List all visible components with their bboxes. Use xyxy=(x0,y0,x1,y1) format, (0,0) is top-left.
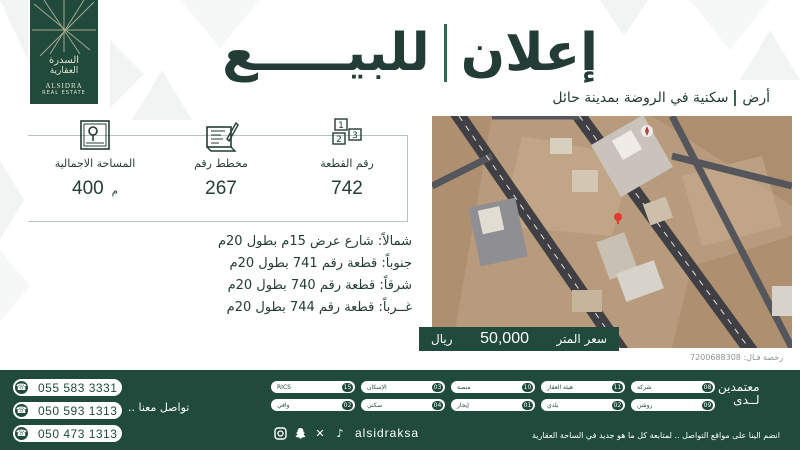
partner-badge xyxy=(271,381,355,393)
area-value: 400 xyxy=(72,178,104,199)
satellite-map-image xyxy=(432,116,792,348)
partner-badge xyxy=(271,399,355,411)
partner-number: 09 xyxy=(703,401,712,409)
phone-number-1: 055 583 3331 xyxy=(38,380,118,395)
x-icon[interactable]: ✕ xyxy=(315,426,325,440)
svg-text:2: 2 xyxy=(336,135,342,145)
logo-arabic-line1: السدرة xyxy=(48,55,80,66)
numbered-blocks-icon xyxy=(329,117,365,153)
title-divider xyxy=(444,24,447,82)
area-unit: م xyxy=(111,186,118,197)
partner-badge xyxy=(361,381,445,393)
scheme-cell xyxy=(158,117,284,200)
price-currency: ريال xyxy=(431,332,453,346)
scheme-value: 267 xyxy=(205,178,237,199)
company-logo xyxy=(30,0,98,104)
phone-button-3[interactable] xyxy=(14,425,122,442)
area-label: المساحة الاجمالية xyxy=(54,157,136,170)
boundary-west: غــرباً: قطعة رقم 744 بطول 20م xyxy=(226,300,412,315)
phone-icon: ☎ xyxy=(13,379,30,396)
accredited-label xyxy=(718,381,760,407)
license-number: رخصة فـال: 7200688308 xyxy=(690,353,784,362)
partner-badge xyxy=(631,399,715,411)
partner-number: 08 xyxy=(703,383,712,391)
partner-name: هيئة العقار xyxy=(547,383,574,391)
property-info-box xyxy=(28,121,408,222)
property-subtitle xyxy=(552,90,770,106)
partner-badge xyxy=(631,381,715,393)
partner-badge xyxy=(451,399,535,411)
partner-number: 15 xyxy=(343,383,352,391)
boundaries-list xyxy=(218,231,412,319)
blueprint-icon xyxy=(203,117,239,153)
boundary-south: جنوباً: قطعة رقم 741 بطول 20م xyxy=(229,256,412,271)
partner-name: وافي xyxy=(277,401,290,409)
partner-name: سكني xyxy=(367,401,383,409)
social-icons xyxy=(273,426,347,440)
contact-us-label: تواصل معنا .. xyxy=(128,401,190,414)
phone-icon: ☎ xyxy=(13,402,30,419)
phone-button-2[interactable] xyxy=(14,402,122,419)
page-title xyxy=(200,18,620,88)
partner-number: 03 xyxy=(433,383,442,391)
logo-arabic-line2: العقارية xyxy=(49,66,79,76)
boundary-east: شرقاً: قطعة رقم 740 بطول 20م xyxy=(227,278,412,293)
social-handle[interactable]: alsidraksa xyxy=(355,426,420,440)
property-description: سكنية في الروضة بمدينة حائل xyxy=(552,90,729,106)
svg-text:1: 1 xyxy=(338,121,344,131)
partner-number: 02 xyxy=(343,401,352,409)
partner-name: بلدي xyxy=(547,401,559,409)
price-box xyxy=(419,327,619,351)
area-cell xyxy=(32,117,158,200)
plot-cell xyxy=(284,117,410,200)
boundary-north: شمالاً: شارع عرض 15م بطول 20م xyxy=(217,234,412,249)
logo-english-sub: REAL ESTATE xyxy=(42,90,86,96)
plot-label: رقم القطعة xyxy=(320,157,374,170)
price-label: سعر المتر xyxy=(556,332,607,346)
partner-badge xyxy=(541,399,625,411)
svg-text:3: 3 xyxy=(352,131,358,141)
partner-name: روشن xyxy=(637,401,653,409)
title-for-sale: للبيـــــع xyxy=(222,23,430,83)
partner-number: 01 xyxy=(523,401,532,409)
partner-number: 02 xyxy=(613,401,622,409)
partner-badge xyxy=(541,381,625,393)
partner-name: منصة xyxy=(457,383,471,391)
accredited-line2: لــدى xyxy=(733,393,760,407)
phone-button-1[interactable] xyxy=(14,379,122,396)
accredited-line1: معتمدين xyxy=(718,380,760,394)
tiktok-icon[interactable]: ♪ xyxy=(336,426,344,440)
partner-name: شركة xyxy=(637,383,652,391)
logo-english-name: ALSIDRA xyxy=(45,82,83,90)
subtitle-divider xyxy=(734,90,736,106)
satellite-map xyxy=(432,116,792,348)
partner-badge xyxy=(361,399,445,411)
partner-badge xyxy=(451,381,535,393)
title-ad: إعلان xyxy=(460,23,598,83)
phone-icon: ☎ xyxy=(13,425,30,442)
instagram-icon[interactable] xyxy=(273,426,287,440)
partner-name: RICS xyxy=(277,383,291,391)
phone-number-3: 050 473 1313 xyxy=(38,426,118,441)
partner-name: إيجار xyxy=(457,401,469,409)
property-type: أرض xyxy=(742,90,770,106)
price-value: 50,000 xyxy=(480,330,529,347)
partner-number: 11 xyxy=(613,383,622,391)
partner-number: 04 xyxy=(433,401,442,409)
partner-number: 10 xyxy=(523,383,532,391)
partner-name: الإسكان xyxy=(367,383,387,391)
plot-value: 742 xyxy=(331,178,363,199)
area-map-icon xyxy=(77,117,113,153)
phone-number-2: 050 593 1313 xyxy=(38,403,118,418)
scheme-label: مخطط رقم xyxy=(194,157,248,170)
snapchat-icon[interactable] xyxy=(293,426,307,440)
join-us-text: انضم الينا على مواقع التواصل .. لمتابعة كل ما هو جديد في الساحة العقارية xyxy=(531,431,780,440)
